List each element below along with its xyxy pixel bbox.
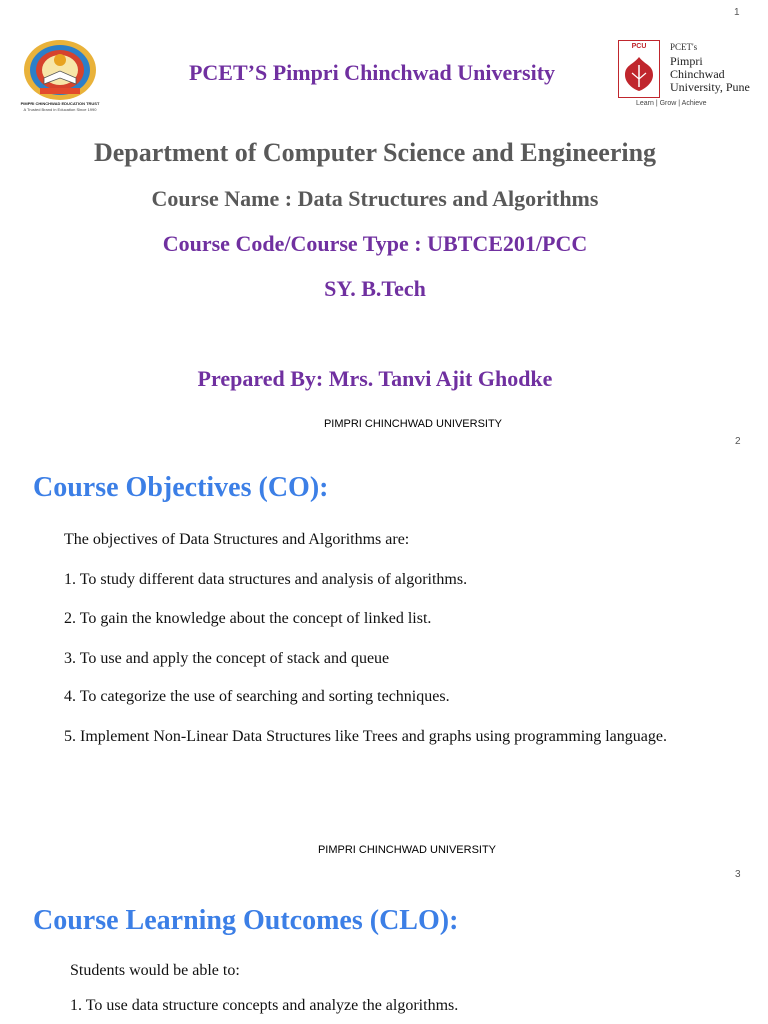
- page-number: 1: [734, 7, 740, 18]
- page-number: 2: [735, 436, 741, 447]
- logo-trust-text: PIMPRI CHINCHWAD EDUCATION TRUST: [10, 101, 110, 106]
- pcu-logo: [618, 40, 750, 114]
- slide-footer: PIMPRI CHINCHWAD UNIVERSITY: [317, 844, 497, 856]
- objective-item: 3. To use and apply the concept of stack and queue: [64, 650, 390, 667]
- department-title: Department of Computer Science and Engineering: [93, 138, 657, 167]
- pcu-line-2: Pimpri: [670, 54, 703, 68]
- objective-item: 4. To categorize the use of searching and sorting techniques.: [64, 688, 450, 705]
- outcomes-intro: Students would be able to:: [70, 962, 240, 979]
- objective-item: 1. To study different data structures and analysis of algorithms.: [64, 571, 468, 588]
- course-objectives-heading: Course Objectives (CO):: [33, 472, 329, 503]
- objective-item: 5. Implement Non-Linear Data Structures like Trees and graphs using programming language.: [64, 728, 667, 745]
- page-number: 3: [735, 869, 741, 880]
- pcu-badge: [618, 40, 660, 98]
- prepared-by: Prepared By: Mrs. Tanvi Ajit Ghodke: [197, 366, 553, 391]
- pcu-line-4: University, Pune: [670, 80, 750, 94]
- pcu-line-1: PCET's: [670, 42, 698, 52]
- outcome-item: 1. To use data structure concepts and analyze the algorithms.: [70, 997, 459, 1014]
- objective-item: 2. To gain the knowledge about the concept of linked list.: [64, 610, 432, 627]
- course-code: Course Code/Course Type : UBTCE201/PCC: [162, 231, 588, 256]
- course-learning-outcomes-heading: Course Learning Outcomes (CLO):: [33, 905, 459, 936]
- course-name: Course Name : Data Structures and Algorithms: [151, 186, 599, 211]
- program-year: SY. B.Tech: [324, 276, 426, 301]
- objectives-intro: The objectives of Data Structures and Algorithms are:: [64, 531, 410, 548]
- pcu-emblem-icon: [619, 51, 659, 95]
- pcu-line-3: Chinchwad: [670, 67, 725, 81]
- slide-footer: PIMPRI CHINCHWAD UNIVERSITY: [323, 418, 503, 430]
- university-title: PCET’S Pimpri Chinchwad University: [188, 60, 556, 85]
- pcu-badge-text: PCU: [631, 43, 647, 50]
- pcu-tagline: Learn | Grow | Achieve: [636, 100, 707, 107]
- logo-trust-tagline: A Trusted Brand in Education Since 1990: [23, 107, 97, 112]
